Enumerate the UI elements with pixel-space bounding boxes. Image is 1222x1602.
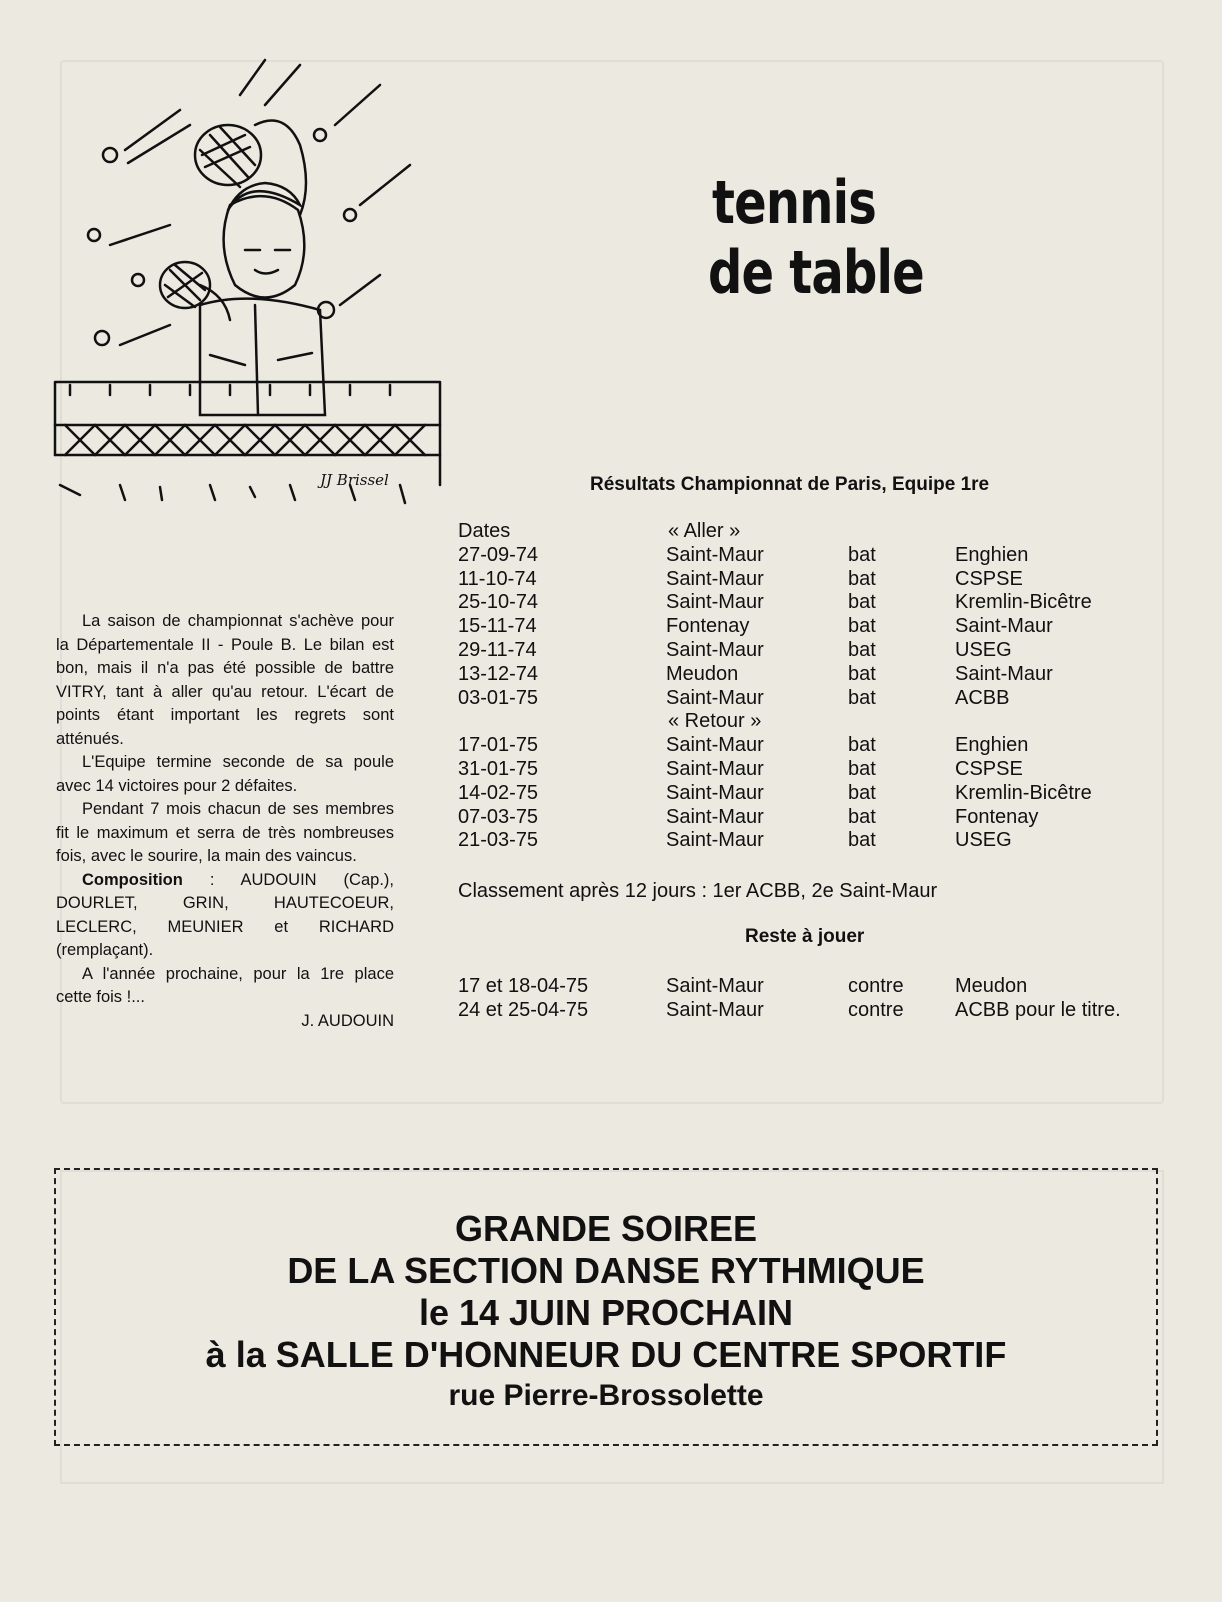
cell-loser: CSPSE bbox=[955, 757, 1023, 780]
announcement-box bbox=[54, 1168, 1158, 1446]
cell-opponent: Meudon bbox=[955, 975, 1028, 997]
cell-date: 24 et 25-04-75 bbox=[458, 998, 589, 1021]
ping-pong-cartoon-illustration bbox=[50, 55, 460, 525]
cell-verb: bat bbox=[848, 686, 876, 709]
cell-date: 21-03-75 bbox=[458, 829, 539, 852]
cell-opponent: ACBB pour le titre. bbox=[955, 998, 1121, 1021]
cell-verb: bat bbox=[848, 638, 876, 661]
page-heading bbox=[708, 168, 924, 308]
announcement-line-3: le 14 JUIN PROCHAIN bbox=[418, 1292, 794, 1333]
cell-date: 17 et 18-04-75 bbox=[458, 975, 589, 997]
dates-header: Dates bbox=[458, 520, 511, 542]
cell-winner: Meudon bbox=[666, 662, 739, 685]
article-paragraph-2: L'Equipe termine seconde de sa poule avec 14 victoires pour 2 défaites. bbox=[56, 753, 394, 795]
cell-winner: Saint-Maur bbox=[666, 591, 764, 614]
classement-line: Classement après 12 jours : 1er ACBB, 2e Saint-Maur bbox=[458, 880, 938, 902]
cell-loser: Enghien bbox=[955, 543, 1029, 566]
composition-label: Composition bbox=[82, 870, 183, 889]
heading-line-2: de table bbox=[708, 238, 924, 308]
cell-winner: Saint-Maur bbox=[666, 686, 764, 709]
cell-date: 17-01-75 bbox=[458, 734, 539, 757]
cell-verb: bat bbox=[848, 567, 876, 590]
cell-loser: USEG bbox=[955, 829, 1012, 852]
cell-winner: Saint-Maur bbox=[666, 757, 764, 780]
composition-text: : AUDOUIN (Cap.), DOURLET, GRIN, HAUTECOEUR, LECLERC, MEUNIER et RICHARD (remplaçant). bbox=[56, 870, 394, 959]
cell-verb: bat bbox=[848, 591, 876, 614]
cell-verb: bat bbox=[848, 543, 876, 566]
cell-loser: Saint-Maur bbox=[955, 615, 1053, 638]
cell-team: Saint-Maur bbox=[666, 998, 764, 1021]
cell-verb: bat bbox=[848, 781, 876, 804]
article-paragraph-5: A l'année prochaine, pour la 1re place cette fois !... bbox=[56, 964, 394, 1006]
cell-team: Saint-Maur bbox=[666, 975, 764, 997]
cell-date: 13-12-74 bbox=[458, 662, 539, 685]
announcement-line-2: DE LA SECTION DANSE RYTHMIQUE bbox=[287, 1250, 925, 1291]
cell-verb: bat bbox=[848, 829, 876, 852]
cell-verb: contre bbox=[848, 975, 904, 997]
announcement-line-1: GRANDE SOIREE bbox=[454, 1208, 758, 1249]
cell-winner: Fontenay bbox=[666, 615, 750, 638]
article-paragraph-1: La saison de championnat s'achève pour la Départementale II - Poule B. Le bilan est bon, mais il n'a pas été possible de battre VITRY, tant à aller qu'au retour. L'écart de points étant important les regrets sont atténués. bbox=[56, 612, 394, 748]
announcement-line-4: à la SALLE D'HONNEUR DU CENTRE SPORTIF bbox=[205, 1334, 1007, 1375]
article-signature: J. AUDOUIN bbox=[301, 1011, 394, 1030]
announcement-line-5: rue Pierre-Brossolette bbox=[448, 1379, 764, 1412]
illustration-signature: JJ Brissel bbox=[320, 471, 389, 489]
cell-loser: Kremlin-Bicêtre bbox=[955, 781, 1092, 804]
cell-date: 27-09-74 bbox=[458, 543, 539, 566]
aller-label: « Aller » bbox=[668, 520, 741, 542]
cell-loser: Fontenay bbox=[955, 805, 1039, 828]
cell-loser: Saint-Maur bbox=[955, 662, 1053, 685]
cell-loser: USEG bbox=[955, 638, 1012, 661]
cell-verb: bat bbox=[848, 734, 876, 757]
cell-verb: bat bbox=[848, 805, 876, 828]
cell-winner: Saint-Maur bbox=[666, 567, 764, 590]
cell-winner: Saint-Maur bbox=[666, 734, 764, 757]
cell-date: 03-01-75 bbox=[458, 686, 539, 709]
cell-winner: Saint-Maur bbox=[666, 829, 764, 852]
heading-line-1: tennis bbox=[712, 168, 877, 238]
cell-date: 31-01-75 bbox=[458, 757, 539, 780]
cell-winner: Saint-Maur bbox=[666, 781, 764, 804]
cell-loser: ACBB bbox=[955, 686, 1010, 709]
cell-verb: bat bbox=[848, 662, 876, 685]
cell-loser: CSPSE bbox=[955, 567, 1023, 590]
cell-verb: bat bbox=[848, 757, 876, 780]
cell-loser: Enghien bbox=[955, 734, 1029, 757]
article-composition bbox=[56, 869, 394, 963]
cell-date: 14-02-75 bbox=[458, 781, 539, 804]
cell-date: 29-11-74 bbox=[458, 638, 537, 661]
cell-verb: contre bbox=[848, 998, 904, 1021]
cell-date: 07-03-75 bbox=[458, 805, 539, 828]
cell-winner: Saint-Maur bbox=[666, 543, 764, 566]
results-title: Résultats Championnat de Paris, Equipe 1re bbox=[590, 474, 990, 495]
retour-label: « Retour » bbox=[668, 710, 762, 733]
cell-date: 11-10-74 bbox=[458, 567, 537, 590]
article-paragraph-3: Pendant 7 mois chacun de ses membres fit le maximum et serra de très nombreuses fois, avec le sourire, la main des vaincus. bbox=[56, 800, 394, 865]
cell-date: 15-11-74 bbox=[458, 615, 537, 638]
article-text bbox=[56, 610, 394, 1033]
reste-title: Reste à jouer bbox=[745, 926, 865, 947]
cell-verb: bat bbox=[848, 615, 876, 638]
cell-winner: Saint-Maur bbox=[666, 638, 764, 661]
cell-winner: Saint-Maur bbox=[666, 805, 764, 828]
cell-loser: Kremlin-Bicêtre bbox=[955, 591, 1092, 614]
cell-date: 25-10-74 bbox=[458, 591, 539, 614]
